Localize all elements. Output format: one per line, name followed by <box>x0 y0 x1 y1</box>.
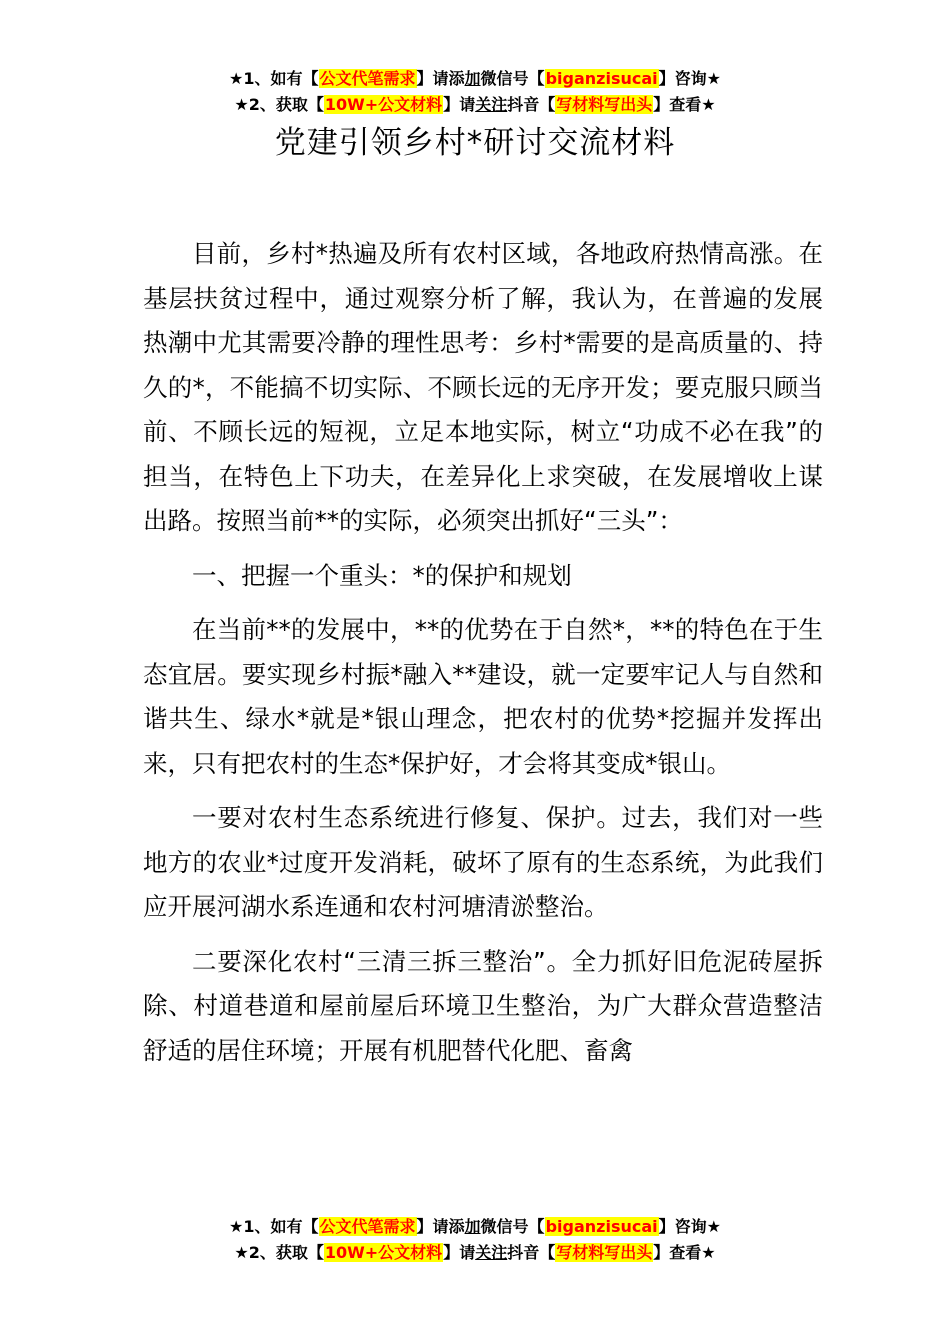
footer-banner-line-2 <box>0 1240 950 1266</box>
section-heading-1: 一、把握一个重头：*的保护和规划 <box>192 560 572 590</box>
footer-highlight-materials: 10W+公文材料 <box>324 1243 443 1262</box>
highlight-douyin-id: 写材料写出头 <box>556 95 653 114</box>
footer-line1-underline: 加 <box>464 1217 481 1236</box>
banner-line-1 <box>0 66 950 92</box>
footer-banner <box>0 1214 950 1266</box>
banner-line1-underline: 加 <box>464 69 481 88</box>
footer-line1-suffix: 】咨询★ <box>658 1217 721 1236</box>
highlight-wechat-id: biganzisucai <box>545 69 658 88</box>
footer-line2-mid1: 】请 <box>443 1243 476 1262</box>
paragraph-section1-intro: 在当前**的发展中，**的优势在于自然*，**的特色在于生态宜居。要实现乡村振*融入**建设，就一定要牢记人与自然和谐共生、绿水*就是*银山理念，把农村的优势*挖掘并发挥出来，只有把农村的生态*保护好，才会将其变成*银山。 <box>143 615 823 778</box>
footer-banner-line-1 <box>0 1214 950 1240</box>
paragraph-intro: 目前，乡村*热遍及所有农村区域，各地政府热情高涨。在基层扶贫过程中，通过观察分析了解，我认为，在普遍的发展热潮中尤其需要冷静的理性思考：乡村*需要的是高质量的、持久的*，不能搞不切实际、不顾长远的无序开发；要克服只顾当前、不顾长远的短视，立足本地实际，树立“功成不必在我”的担当，在特色上下功夫，在差异化上求突破，在发展增收上谋出路。按照当前**的实际，必须突出抓好“三头”： <box>143 239 823 535</box>
paragraph-point-2: 二要深化农村“三清三拆三整治”。全力抓好旧危泥砖屋拆除、村道巷道和屋前屋后环境卫生整治，为广大群众营造整洁舒适的居住环境；开展有机肥替代化肥、畜禽 <box>143 946 823 1065</box>
banner-line1-suffix: 】咨询★ <box>658 69 721 88</box>
document-body <box>143 232 823 1083</box>
footer-line1-mid1: 】请添 <box>416 1217 465 1236</box>
banner-line1-prefix: ★1、如有【 <box>229 69 319 88</box>
footer-highlight-wechat-id: biganzisucai <box>545 1217 658 1236</box>
footer-line2-underline: 关注 <box>475 1243 508 1262</box>
footer-line2-suffix: 】查看★ <box>653 1243 716 1262</box>
banner-line-2 <box>0 92 950 118</box>
banner-line2-prefix: ★2、获取【 <box>234 95 324 114</box>
header-banner <box>0 66 950 118</box>
banner-line2-underline: 关注 <box>475 95 508 114</box>
banner-line1-mid2: 微信号【 <box>480 69 545 88</box>
footer-line1-mid2: 微信号【 <box>480 1217 545 1236</box>
footer-highlight-service: 公文代笔需求 <box>319 1217 416 1236</box>
banner-line2-mid2: 抖音【 <box>507 95 556 114</box>
paragraph-point-1: 一要对农村生态系统进行修复、保护。过去，我们对一些地方的农业*过度开发消耗，破坏了原有的生态系统，为此我们应开展河湖水系连通和农村河塘清淤整治。 <box>143 803 823 921</box>
footer-line1-prefix: ★1、如有【 <box>229 1217 319 1236</box>
footer-highlight-douyin-id: 写材料写出头 <box>556 1243 653 1262</box>
banner-line2-mid1: 】请 <box>443 95 476 114</box>
footer-line2-mid2: 抖音【 <box>507 1243 556 1262</box>
footer-line2-prefix: ★2、获取【 <box>234 1243 324 1262</box>
banner-line1-mid1: 】请添 <box>416 69 465 88</box>
banner-line2-suffix: 】查看★ <box>653 95 716 114</box>
highlight-materials: 10W+公文材料 <box>324 95 443 114</box>
document-title: 党建引领乡村*研讨交流材料 <box>274 125 676 161</box>
highlight-service: 公文代笔需求 <box>319 69 416 88</box>
